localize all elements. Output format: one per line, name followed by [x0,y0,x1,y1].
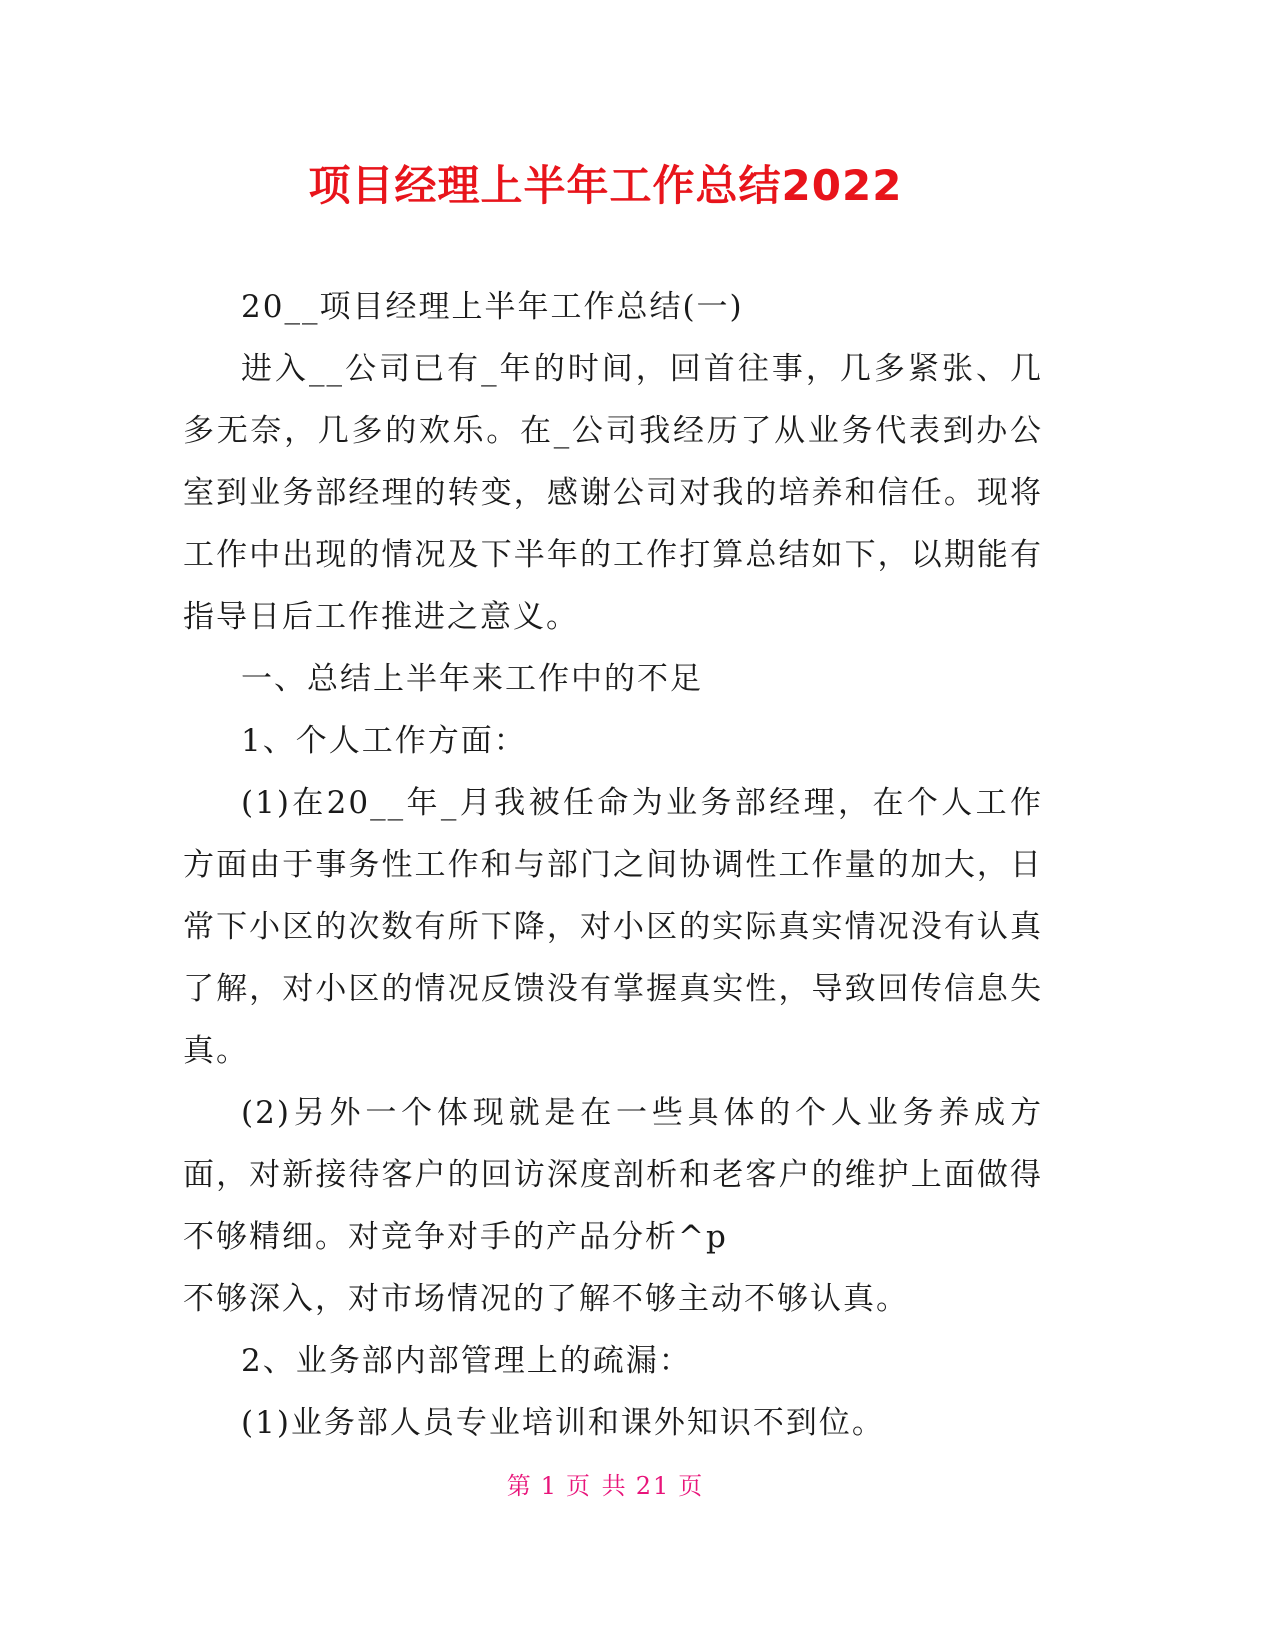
footer-current-page: 1 [540,1472,559,1500]
footer-label-page: 第 [506,1472,533,1500]
document-body [183,276,1043,1454]
paragraph-intro: 进入__公司已有_年的时间，回首往事，几多紧张、几多无奈，几多的欢乐。在_公司我经历了从业务代表到办公室到业务部经理的转变，感谢公司对我的培养和信任。现将工作中出现的情况及下半年的工作打算总结如下，以期能有指导日后工作推进之意义。 [183,351,1043,635]
paragraph-item-1: (1)在20__年_月我被任命为业务部经理，在个人工作方面由于事务性工作和与部门之间协调性工作量的加大，日常下小区的次数有所下降，对小区的实际真实情况没有认真了解，对小区的情况反馈没有掌握真实性，导致回传信息失真。 [183,785,1043,1069]
footer-label-pages: 页 [678,1472,705,1500]
paragraph-item-2: (2)另外一个体现就是在一些具体的个人业务养成方面，对新接待客户的回访深度剖析和老客户的维护上面做得不够精细。对竞争对手的产品分析^p [183,1095,1043,1255]
subsection-heading-2: 2、业务部内部管理上的疏漏： [241,1343,692,1379]
paragraph-heading: 20__项目经理上半年工作总结(一) [241,289,744,325]
document-title: 项目经理上半年工作总结2022 [308,161,903,210]
subsection-heading-1: 1、个人工作方面： [241,723,527,759]
footer-label-of: 页 共 [566,1472,628,1500]
page-footer [0,1466,1211,1501]
paragraph-continuation: 不够深入，对市场情况的了解不够主动不够认真。 [183,1281,909,1317]
paragraph-item-3: (1)业务部人员专业培训和课外知识不到位。 [241,1405,885,1441]
section-heading-1: 一、总结上半年来工作中的不足 [241,661,703,697]
footer-total-pages: 21 [635,1472,671,1500]
